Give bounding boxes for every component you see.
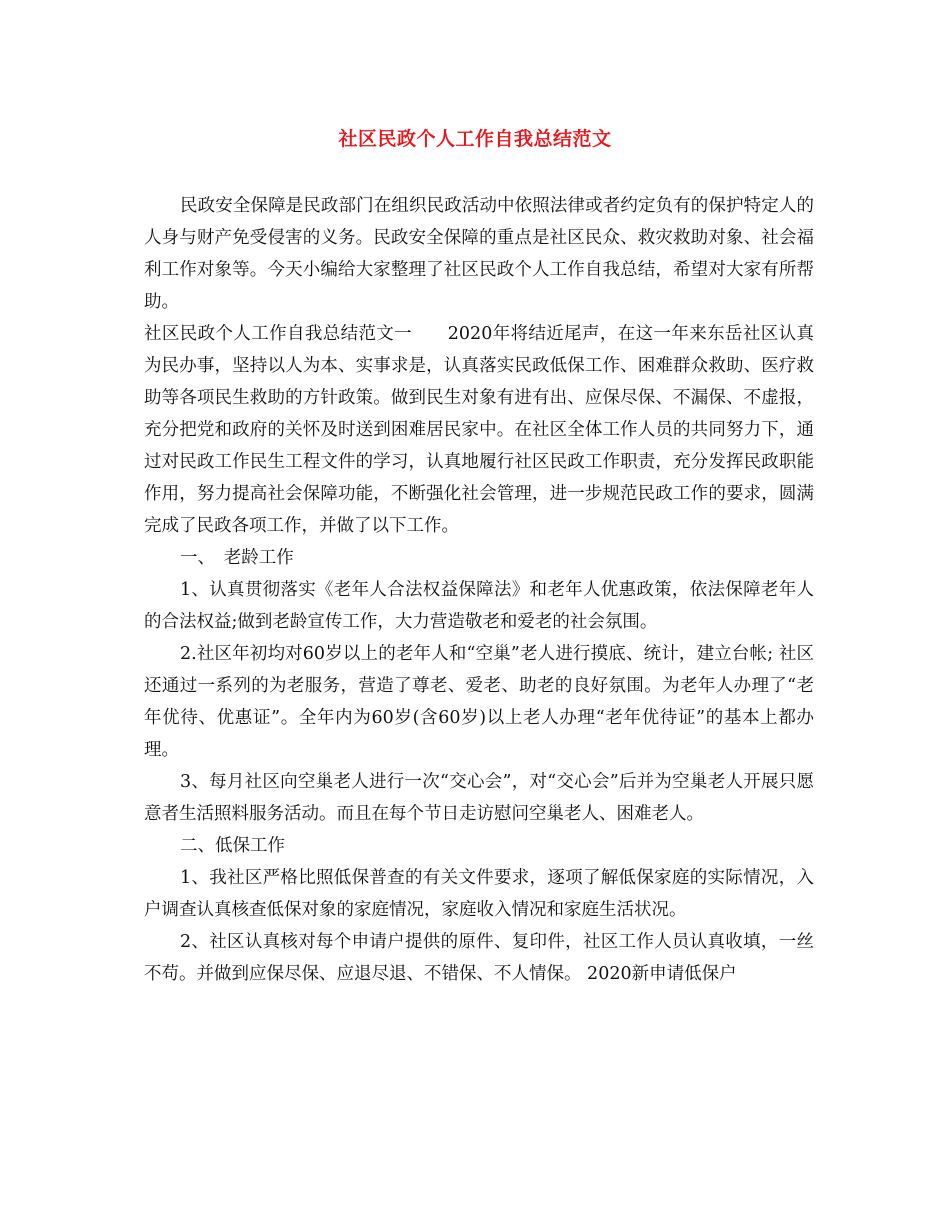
paragraph-elderly-2: 2.社区年初均对60岁以上的老年人和“空巢”老人进行摸底、统计，建立台帐; 社区还通过一系列的为老服务，营造了尊老、爱老、助老的良好氛围。为老年人办理了“老年优待、优惠证”。全年内为60岁(含60岁)以上老人办理“老年优待证”的基本上都办理。 xyxy=(144,644,814,760)
paragraph-low-income-2: 2、社区认真核对每个申请户提供的原件、复印件，社区工作人员认真收填，一丝不苟。并做到应保尽保、应退尽退、不错保、不人情保。 2020新申请低保户 xyxy=(144,932,814,984)
document-body xyxy=(144,190,814,990)
paragraph-section-one: 社区民政个人工作自我总结范文一 2020年将结近尾声，在这一年来东岳社区认真为民办事，坚持以人为本、实事求是，认真落实民政低保工作、困难群众救助、医疗救助等各项民生救助的方针政策。做到民生对象有进有出、应保尽保、不漏保、不虚报，充分把党和政府的关怀及时送到困难居民家中。在社区全体工作人员的共同努力下，通过对民政工作民生工程文件的学习，认真地履行社区民政工作职责，充分发挥民政职能作用，努力提高社会保障功能，不断强化社会管理，进一步规范民政工作的要求，圆满完成了民政各项工作，并做了以下工作。 xyxy=(144,324,814,536)
paragraph-low-income-1: 1、我社区严格比照低保普查的有关文件要求，逐项了解低保家庭的实际情况，入户调查认真核查低保对象的家庭情况，家庭收入情况和家庭生活状况。 xyxy=(144,868,814,920)
document-title: 社区民政个人工作自我总结范文 xyxy=(338,128,612,150)
paragraph-intro: 民政安全保障是民政部门在组织民政活动中依照法律或者约定负有的保护特定人的人身与财产免受侵害的义务。民政安全保障的重点是社区民众、救灾救助对象、社会福利工作对象等。今天小编给大家整理了社区民政个人工作自我总结，希望对大家有所帮助。 xyxy=(144,196,814,312)
paragraph-elderly-3: 3、每月社区向空巢老人进行一次“交心会”，对“交心会”后并为空巢老人开展只愿意者生活照料服务活动。而且在每个节日走访慰问空巢老人、困难老人。 xyxy=(144,772,814,824)
paragraph-elderly-1: 1、认真贯彻落实《老年人合法权益保障法》和老年人优惠政策，依法保障老年人的合法权益;做到老龄宣传工作，大力营造敬老和爱老的社会氛围。 xyxy=(144,580,814,632)
heading-elderly-work: 一、 老龄工作 xyxy=(180,548,294,568)
heading-low-income-work: 二、低保工作 xyxy=(180,836,285,856)
